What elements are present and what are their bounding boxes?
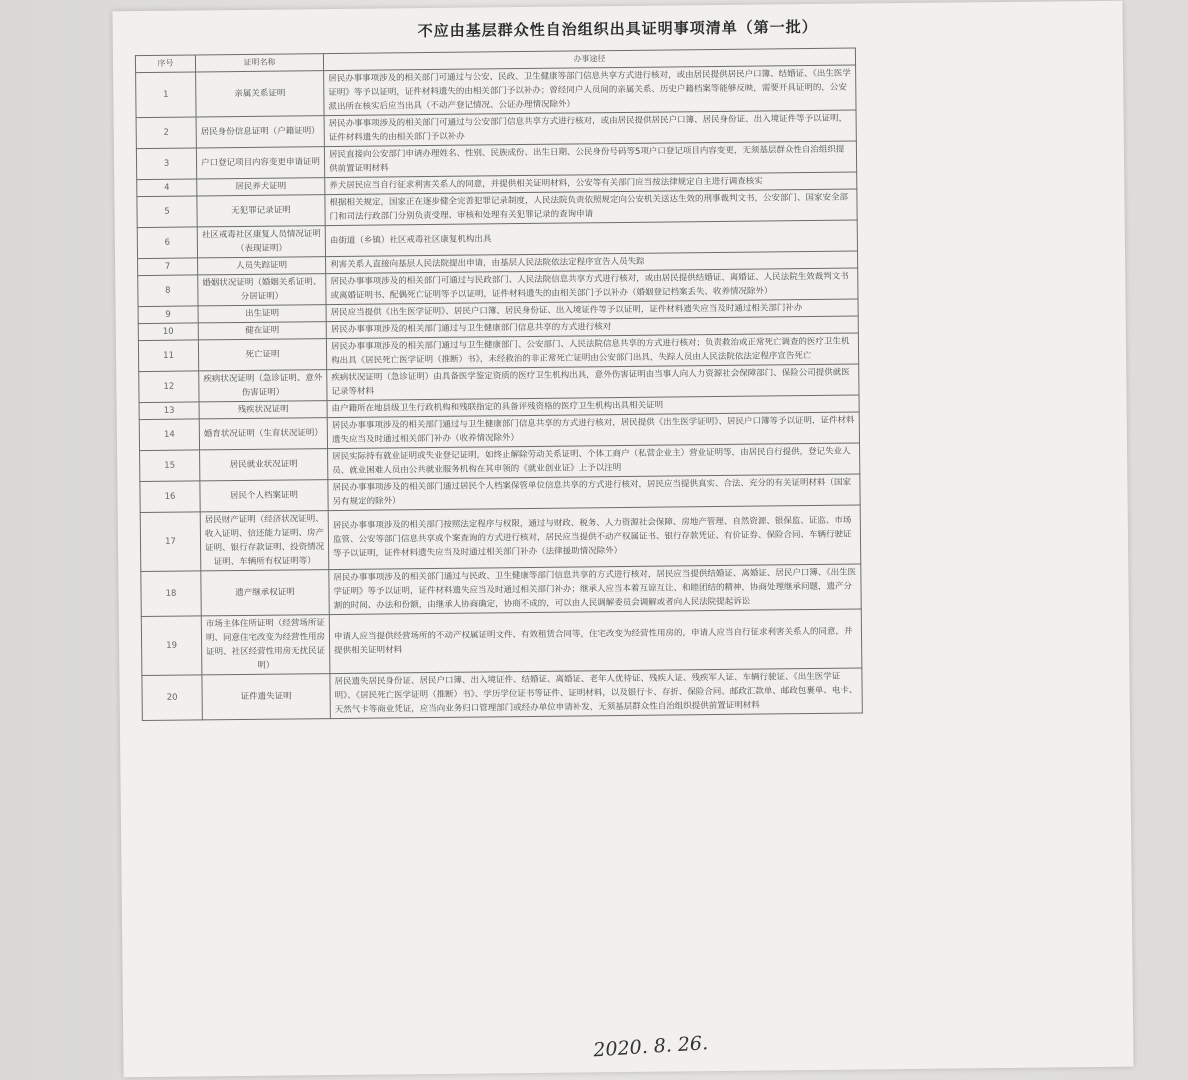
row-name: 居民身份信息证明（户籍证明）: [196, 116, 324, 148]
row-name: 婚育状况证明（生育状况证明）: [199, 418, 327, 450]
row-way: 疾病状况证明（急诊证明）由具备医学鉴定资质的医疗卫生机构出具，意外伤害证明由当事人向人力资源社会保障部门、保险公司提供就医记录等材料: [327, 364, 859, 401]
row-name: 居民养犬证明: [197, 178, 325, 196]
row-number: 1: [136, 72, 196, 118]
row-number: 11: [138, 340, 198, 372]
row-name: 婚姻状况证明（婚姻关系证明、分居证明）: [198, 274, 326, 306]
table-row: [141, 609, 862, 676]
row-number: 12: [139, 371, 199, 403]
row-name: 死亡证明: [198, 339, 326, 371]
row-name: 居民财产证明（经济状况证明、收入证明、信还能力证明、房产证明、银行存款证明、投资情况证明、车辆所有权证明等）: [200, 511, 329, 571]
row-name: 人员失踪证明: [198, 257, 326, 275]
handwritten-date: 2020. 8. 26.: [592, 1032, 709, 1062]
row-name: 无犯罪记录证明: [197, 195, 325, 227]
row-number: 7: [138, 258, 198, 276]
row-way: 居民办事事项涉及的相关部门通过与卫生健康部门、公安部门、人民法院信息共享的方式进行核对；负责救治或正常死亡调查的医疗卫生机构出具《居民死亡医学证明（推断）书》，未经救治的非正常死亡证明由公安部门出具，失踪人员由人民法院依法定程序宣告死亡: [326, 333, 858, 370]
row-number: 16: [140, 481, 200, 513]
row-name: 健在证明: [198, 322, 326, 340]
row-way: 利害关系人直接向基层人民法院提出申请，由基层人民法院依法定程序宣告人员失踪: [326, 251, 858, 274]
document-sheet: [112, 1, 1133, 1078]
table-row: [136, 65, 856, 118]
row-number: 9: [138, 306, 198, 324]
row-name: 居民个人档案证明: [200, 480, 328, 512]
row-way: 由街道（乡镇）社区戒毒社区康复机构出具: [325, 220, 857, 257]
row-way: 居民办事事项涉及的相关部门按照法定程序与权限，通过与财政、税务、人力资源社会保障、房地产管理、自然资源、银保监、证监、市场监管、公安等部门信息共享或个案查询的方式进行核对，居民应当提供不动产权属证书、银行存款凭证、有价证券、保险合同、车辆行驶证等予以证明，证件材料遗失应当及时通过相关部门补办（法律援助情况除外）: [328, 505, 861, 570]
row-name: 社区戒毒社区康复人员情况证明（表现证明）: [197, 226, 325, 258]
row-number: 4: [137, 179, 197, 197]
row-name: 残疾状况证明: [199, 401, 327, 419]
row-way: 居民办事事项涉及的相关部门可通过与民政部门、人民法院信息共享方式进行核对，或由居民提供结婚证、离婚证、人民法院生效裁判文书或离婚证明书、配偶死亡证明等予以证明，证件材料遗失的由相关部门予以补办（婚姻登记档案丢失、收养情况除外）: [326, 268, 858, 305]
row-way: 居民办事事项涉及的相关部门通过与卫生健康部门信息共享的方式进行核对，居民提供《出生医学证明》、居民户口簿等予以证明，证件材料遗失应当及时通过相关部门补办（收养情况除外）: [327, 412, 859, 449]
row-number: 3: [136, 148, 196, 180]
header-name: 证明名称: [195, 54, 323, 72]
row-name: 遗产继承权证明: [201, 570, 329, 616]
row-way: 居民直接向公安部门申请办理姓名、性别、民族成份、出生日期、公民身份号码等5项户口登记项目内容变更，无须基层群众性自治组织提供前置证明材料: [324, 141, 856, 178]
row-number: 13: [139, 402, 199, 420]
table-row: [140, 505, 861, 572]
row-number: 20: [142, 675, 202, 721]
header-way: 办事途径: [323, 48, 855, 71]
header-number: 序号: [135, 55, 195, 73]
row-way: 居民实际持有就业证明或失业登记证明，如终止解除劳动关系证明、个体工商户（私营企业主）营业证明等，由居民自行提供，登记失业人员、就业困难人员由公共就业服务机构在其申领的《就业创业证》上予以注明: [328, 443, 860, 480]
row-number: 6: [137, 227, 197, 259]
row-way: 居民办事事项涉及的相关部门通过居民个人档案保管单位信息共享的方式进行核对，居民应当提供真实、合法、充分的有关证明材料（国家另有规定的除外）: [328, 474, 860, 511]
row-way: 根据相关规定，国家正在逐步健全完善犯罪记录制度，人民法院负责依照规定向公安机关送达生效的刑事裁判文书，公安部门、国家安全部门和司法行政部门分别负责受理、审核和处理有关犯罪记录的查询申请: [325, 189, 857, 226]
row-way: 养犬居民应当自行征求利害关系人的同意，并提供相关证明材料，公安等有关部门应当按法律规定自主进行调查核实: [325, 172, 857, 195]
row-way: 居民办事事项涉及的相关部门通过与民政、卫生健康等部门信息共享的方式进行核对，居民应当提供结婚证、离婚证、居民户口簿、《出生医学证明》等予以证明，证件材料遗失应当及时通过相关部门补办；继承人应当本着互谅互让、和睦团结的精神，协商处理继承问题，遗产分割的时间、办法和份额，由继承人协商确定，协商不成的，可以由人民调解委员会调解或者向人民法院提起诉讼: [329, 564, 861, 615]
table-row: [142, 668, 862, 721]
row-way: 申请人应当提供经营场所的不动产权属证明文件、有效租赁合同等，住宅改变为经营性用房的，申请人应当自行征求利害关系人的同意，并提供相关证明材料: [329, 609, 862, 674]
row-name: 证件遗失证明: [202, 674, 330, 720]
row-name: 市场主体住所证明（经营场所证明、同意住宅改变为经营性用房证明、社区经营性用房无扰民证明）: [201, 615, 330, 675]
row-name: 疾病状况证明（急诊证明、意外伤害证明）: [199, 370, 327, 402]
row-number: 2: [136, 117, 196, 149]
row-way: 居民办事事项涉及的相关部门可通过与公安部门信息共享方式进行核对，或由居民提供居民户口簿、居民身份证、出入境证件等予以证明，证件材料遗失的由相关部门予以补办: [324, 110, 856, 147]
row-way: 居民办事事项涉及的相关部门通过与卫生健康部门信息共享的方式进行核对: [326, 316, 858, 339]
row-way: 由户籍所在地县级卫生行政机构和残联指定的具备评残资格的医疗卫生机构出具相关证明: [327, 395, 859, 418]
row-way: 居民遗失居民身份证、居民户口簿、出入境证件、结婚证、离婚证、老年人优待证、残疾人证、残疾军人证、车辆行驶证、《出生医学证明》、《居民死亡医学证明（推断）书》、学历学位证书等证件、证明材料，以及银行卡、存折、保险合同、邮政汇款单、邮政包裹单、电卡、天然气卡等商业凭证，应当向业务归口管理部门或经办单位申请补发，无须基层群众性自治组织提供前置证明材料: [330, 668, 862, 719]
table-row: [141, 564, 861, 617]
row-number: 19: [141, 616, 202, 676]
row-number: 14: [139, 419, 199, 451]
row-way: 居民办事事项涉及的相关部门可通过与公安、民政、卫生健康等部门信息共享方式进行核对，或由居民提供居民户口簿、结婚证、《出生医学证明》等予以证明，证件材料遗失的由相关部门予以补办；曾经同户人员间的亲属关系、历史户籍档案等能够反映，需要开具证明的，公安派出所在核实后应当出具（不动产登记情况、公证办理情况除外）: [324, 65, 856, 116]
row-name: 居民就业状况证明: [200, 449, 328, 481]
row-number: 17: [140, 512, 201, 572]
row-name: 户口登记项目内容变更申请证明: [196, 147, 324, 179]
row-name: 出生证明: [198, 305, 326, 323]
row-number: 5: [137, 196, 197, 228]
row-number: 15: [140, 450, 200, 482]
row-way: 居民应当提供《出生医学证明》、居民户口簿、居民身份证、出入境证件等予以证明，证件材料遗失应当及时通过相关部门补办: [326, 299, 858, 322]
row-name: 亲属关系证明: [196, 71, 324, 117]
row-number: 10: [138, 323, 198, 341]
row-number: 18: [141, 571, 201, 617]
table-body: [136, 65, 863, 721]
row-number: 8: [138, 275, 198, 307]
certificate-list-table: [135, 48, 863, 722]
document-title: 不应由基层群众性自治组织出具证明事项清单（第一批）: [417, 17, 818, 41]
